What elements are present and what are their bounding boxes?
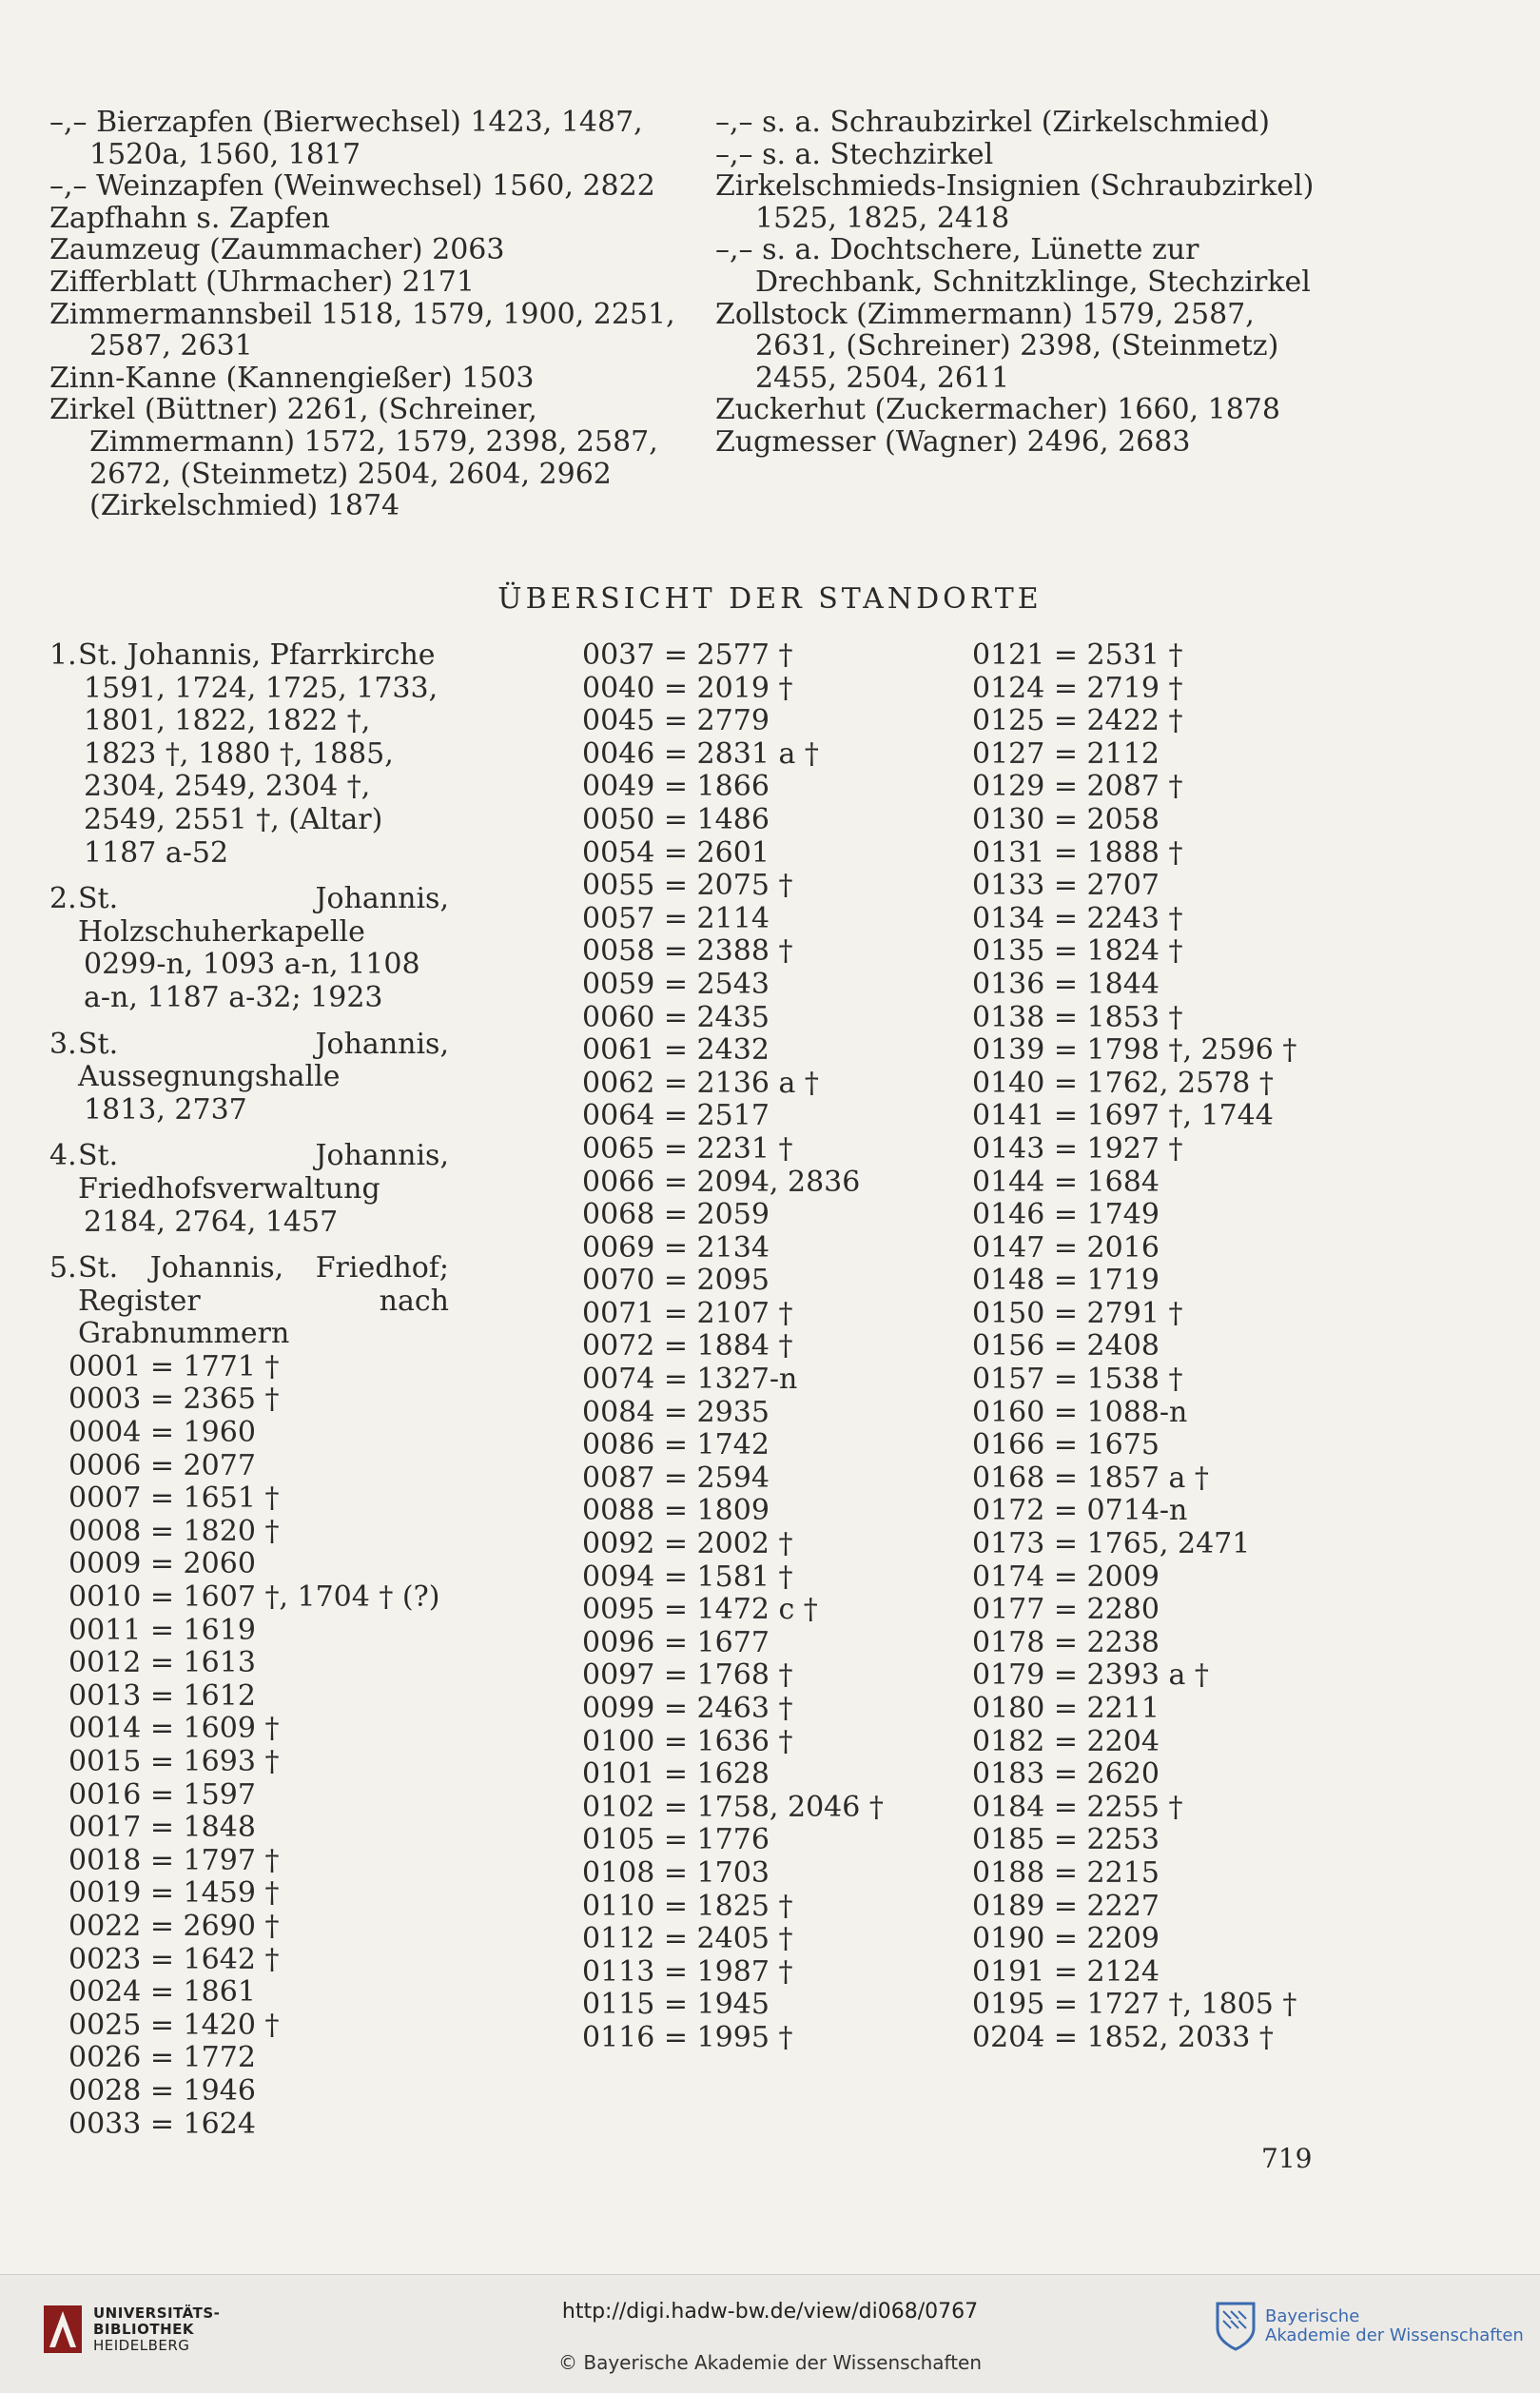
grave-entry: 0095 = 1472 c † — [582, 1593, 818, 1627]
location-entry — [49, 1029, 449, 1128]
grave-entry: 0094 = 1581 † — [582, 1559, 793, 1594]
grave-entry: 0054 = 2601 — [582, 835, 770, 870]
grave-entry: 0088 = 1809 — [582, 1494, 770, 1528]
grave-entry: 0017 = 1848 — [68, 1811, 256, 1845]
grave-entry: 0156 = 2408 — [972, 1329, 1160, 1363]
grave-entry: 0135 = 1824 † — [972, 934, 1183, 969]
grave-entry: 0014 = 1609 † — [68, 1712, 280, 1746]
grave-entry: 0057 = 2114 — [582, 901, 770, 935]
index-entry: Zapfhahn s. Zapfen — [49, 201, 331, 235]
grave-register-left — [49, 1351, 449, 2141]
location-refs: 1591, 1724, 1725, 1733, 1801, 1822, 1822 †, 1823 †, 1880 †, 1885, 2304, 2549, 2304 †, 2549, 2551 †, (Altar) 1187 a-52 — [84, 671, 439, 870]
index-entry: Zifferblatt (Uhrmacher) 2171 — [49, 265, 475, 299]
grave-entry: 0172 = 0714-n — [972, 1494, 1188, 1528]
grave-entry: 0015 = 1693 † — [68, 1745, 280, 1778]
index-column-right — [715, 107, 1324, 459]
index-entry: –,– s. a. Dochtschere, Lünette zur Drechbank, Schnitzklinge, Stechzirkel — [715, 233, 1311, 299]
grave-entry: 0003 = 2365 † — [68, 1383, 280, 1417]
location-entry — [49, 639, 449, 870]
grave-entry: 0062 = 2136 a † — [582, 1066, 819, 1100]
grave-entry: 0024 = 1861 — [68, 1975, 256, 2010]
section-heading: ÜBERSICHT DER STANDORTE — [497, 582, 1043, 616]
grave-entry: 0061 = 2432 — [582, 1033, 770, 1068]
grave-entry: 0136 = 1844 — [972, 967, 1160, 1001]
location-refs: 2184, 2764, 1457 — [84, 1205, 339, 1239]
grave-entry: 0066 = 2094, 2836 — [582, 1165, 861, 1199]
grave-entry: 0146 = 1749 — [972, 1198, 1160, 1232]
grave-entry: 0010 = 1607 †, 1704 † (?) — [68, 1580, 440, 1615]
grave-entry: 0013 = 1612 — [68, 1678, 256, 1713]
grave-entry: 0178 = 2238 — [972, 1625, 1160, 1659]
grave-entry: 0189 = 2227 — [972, 1889, 1160, 1923]
grave-entry: 0166 = 1675 — [972, 1428, 1160, 1462]
location-number: 1. — [49, 638, 77, 672]
grave-entry: 0124 = 2719 † — [972, 671, 1183, 705]
location-refs: 0299-n, 1093 a-n, 1108 a-n, 1187 a-32; 1923 — [84, 948, 420, 1014]
grave-entry: 0125 = 2422 † — [972, 704, 1183, 738]
location-number: 5. — [49, 1251, 77, 1285]
grave-entry: 0150 = 2791 † — [972, 1296, 1183, 1330]
grave-entry: 0049 = 1866 — [582, 770, 770, 804]
grave-entry: 0065 = 2231 † — [582, 1131, 793, 1166]
grave-entry: 0144 = 1684 — [972, 1165, 1160, 1199]
index-entry: –,– Bierzapfen (Bierwechsel) 1423, 1487, 1520a, 1560, 1817 — [49, 106, 643, 171]
grave-entry: 0184 = 2255 † — [972, 1790, 1183, 1824]
grave-register-middle — [582, 639, 906, 2055]
copyright-notice: © Bayerische Akademie der Wissenschaften — [557, 2351, 983, 2374]
grave-entry: 0006 = 2077 — [68, 1448, 256, 1482]
grave-entry: 0157 = 1538 † — [972, 1363, 1183, 1397]
grave-entry: 0191 = 2124 — [972, 1954, 1160, 1989]
grave-entry: 0183 = 2620 — [972, 1757, 1160, 1792]
grave-entry: 0074 = 1327-n — [582, 1363, 798, 1397]
grave-entry: 0133 = 2707 — [972, 869, 1160, 903]
grave-entry: 0059 = 2543 — [582, 967, 770, 1001]
grave-entry: 0055 = 2075 † — [582, 869, 793, 903]
grave-entry: 0023 = 1642 † — [68, 1942, 280, 1976]
index-entry: Zimmermannsbeil 1518, 1579, 1900, 2251, 2587, 2631 — [49, 297, 675, 363]
location-name: St. Johannis, Pfarrkirche — [78, 638, 436, 672]
grave-entry: 0140 = 1762, 2578 † — [972, 1066, 1274, 1100]
ub-name-line: UNIVERSITÄTS- — [93, 2304, 221, 2322]
grave-entry: 0087 = 2594 — [582, 1461, 770, 1495]
location-entry — [49, 883, 449, 1014]
grave-entry: 0025 = 1420 † — [68, 2008, 280, 2042]
grave-entry: 0160 = 1088-n — [972, 1395, 1188, 1429]
grave-entry: 0195 = 1727 †, 1805 † — [972, 1988, 1297, 2022]
grave-entry: 0173 = 1765, 2471 — [972, 1527, 1251, 1561]
grave-entry: 0127 = 2112 — [972, 736, 1160, 771]
grave-entry: 0009 = 2060 — [68, 1547, 256, 1581]
grave-entry: 0190 = 2209 — [972, 1922, 1160, 1956]
ub-name-line: BIBLIOTHEK — [93, 2320, 194, 2338]
grave-entry: 0204 = 1852, 2033 † — [972, 2020, 1274, 2054]
grave-entry: 0028 = 1946 — [68, 2073, 256, 2108]
location-number: 2. — [49, 882, 77, 916]
grave-entry: 0102 = 1758, 2046 † — [582, 1790, 884, 1824]
grave-entry: 0141 = 1697 †, 1744 — [972, 1099, 1274, 1133]
location-name: St. Johannis, Friedhofsverwaltung — [78, 1139, 449, 1206]
location-entry — [49, 1252, 449, 1351]
grave-entry: 0130 = 2058 — [972, 802, 1160, 836]
grave-entry: 0121 = 2531 † — [972, 638, 1183, 672]
location-refs: 1813, 2737 — [84, 1092, 247, 1127]
grave-entry: 0179 = 2393 a † — [972, 1658, 1209, 1693]
page-number: 719 — [1261, 2143, 1313, 2174]
grave-entry: 0131 = 1888 † — [972, 835, 1183, 870]
grave-entry: 0046 = 2831 a † — [582, 736, 819, 771]
location-name: St. Johannis, Aussegnungshalle — [78, 1027, 449, 1094]
source-url-link[interactable]: http://digi.hadw-bw.de/view/di068/0767 — [561, 2300, 979, 2324]
grave-entry: 0100 = 1636 † — [582, 1724, 793, 1758]
grave-entry: 0060 = 2435 — [582, 1000, 770, 1034]
grave-entry: 0070 = 2095 — [582, 1264, 770, 1298]
index-entry: –,– Weinzapfen (Weinwechsel) 1560, 2822 — [49, 169, 655, 204]
index-entry: Zaumzeug (Zaummacher) 2063 — [49, 233, 505, 267]
baw-name-line: Bayerische — [1265, 2306, 1360, 2326]
grave-entry: 0177 = 2280 — [972, 1593, 1160, 1627]
grave-entry: 0026 = 1772 — [68, 2041, 256, 2075]
grave-entry: 0071 = 2107 † — [582, 1296, 793, 1330]
baw-name-line: Akademie der Wissenschaften — [1265, 2325, 1524, 2345]
grave-entry: 0068 = 2059 — [582, 1198, 770, 1232]
grave-entry: 0174 = 2009 — [972, 1559, 1160, 1594]
grave-entry: 0116 = 1995 † — [582, 2020, 793, 2054]
footer-bar — [0, 2274, 1540, 2393]
grave-entry: 0004 = 1960 — [68, 1416, 256, 1450]
index-entry: Zirkel (Büttner) 2261, (Schreiner, Zimmermann) 1572, 1579, 2398, 2587, 2672, (Steinmetz) 2504, 2604, 2962 (Zirkelschmied) 1874 — [49, 393, 658, 523]
grave-entry: 0182 = 2204 — [972, 1724, 1160, 1758]
grave-entry: 0180 = 2211 — [972, 1692, 1160, 1725]
grave-entry: 0105 = 1776 — [582, 1823, 770, 1857]
index-entry: Zollstock (Zimmermann) 1579, 2587, 2631, (Schreiner) 2398, (Steinmetz) 2455, 2504, 2611 — [715, 297, 1279, 395]
grave-entry: 0108 = 1703 — [582, 1855, 770, 1890]
grave-entry: 0101 = 1628 — [582, 1757, 770, 1792]
grave-entry: 0113 = 1987 † — [582, 1954, 793, 1989]
grave-entry: 0148 = 1719 — [972, 1264, 1160, 1298]
location-number: 3. — [49, 1027, 77, 1061]
grave-entry: 0097 = 1768 † — [582, 1658, 793, 1693]
grave-entry: 0188 = 2215 — [972, 1855, 1160, 1890]
grave-entry: 0019 = 1459 † — [68, 1876, 280, 1911]
grave-entry: 0099 = 2463 † — [582, 1692, 793, 1725]
grave-entry: 0096 = 1677 — [582, 1625, 770, 1659]
ub-name-line: HEIDELBERG — [93, 2336, 190, 2354]
grave-entry: 0185 = 2253 — [972, 1823, 1160, 1857]
grave-register-right — [972, 639, 1334, 2055]
locations-column — [49, 639, 449, 2141]
grave-entry: 0147 = 2016 — [972, 1230, 1160, 1265]
grave-entry: 0001 = 1771 † — [68, 1349, 280, 1383]
index-entry: Zinn-Kanne (Kannengießer) 1503 — [49, 361, 535, 395]
grave-entry: 0050 = 1486 — [582, 802, 770, 836]
grave-entry: 0033 = 1624 — [68, 2107, 256, 2141]
grave-entry: 0138 = 1853 † — [972, 1000, 1183, 1034]
grave-entry: 0086 = 1742 — [582, 1428, 770, 1462]
grave-entry: 0139 = 1798 †, 2596 † — [972, 1033, 1297, 1068]
grave-entry: 0037 = 2577 † — [582, 638, 793, 672]
grave-entry: 0129 = 2087 † — [972, 770, 1183, 804]
grave-entry: 0092 = 2002 † — [582, 1527, 793, 1561]
grave-entry: 0143 = 1927 † — [972, 1131, 1183, 1166]
grave-entry: 0045 = 2779 — [582, 704, 770, 738]
index-column-left — [49, 107, 687, 522]
baw-logo[interactable] — [1214, 2300, 1524, 2353]
grave-entry: 0069 = 2134 — [582, 1230, 770, 1265]
index-entry: –,– s. a. Schraubzirkel (Zirkelschmied) — [715, 106, 1270, 139]
grave-entry: 0110 = 1825 † — [582, 1889, 793, 1923]
index-entry: Zugmesser (Wagner) 2496, 2683 — [715, 424, 1191, 459]
grave-entry: 0011 = 1619 — [68, 1613, 256, 1647]
grave-entry: 0058 = 2388 † — [582, 934, 793, 969]
grave-entry: 0115 = 1945 — [582, 1988, 770, 2022]
grave-entry: 0072 = 1884 † — [582, 1329, 793, 1363]
location-name: St. Johannis, Holzschuherkapelle — [78, 882, 449, 949]
grave-entry: 0134 = 2243 † — [972, 901, 1183, 935]
grave-entry: 0007 = 1651 † — [68, 1481, 280, 1516]
index-entry: –,– s. a. Stechzirkel — [715, 137, 994, 171]
grave-entry: 0168 = 1857 a † — [972, 1461, 1209, 1495]
grave-entry: 0112 = 2405 † — [582, 1922, 793, 1956]
grave-entry: 0064 = 2517 — [582, 1099, 770, 1133]
grave-entry: 0016 = 1597 — [68, 1777, 256, 1812]
baw-crest-icon — [1214, 2300, 1257, 2353]
location-entry — [49, 1140, 449, 1239]
location-number: 4. — [49, 1139, 77, 1173]
grave-entry: 0012 = 1613 — [68, 1646, 256, 1680]
grave-entry: 0084 = 2935 — [582, 1395, 770, 1429]
grave-entry: 0018 = 1797 † — [68, 1843, 280, 1877]
location-name: St. Johannis, Friedhof; Register nach Grabnummern — [78, 1251, 449, 1351]
index-entry: Zuckerhut (Zuckermacher) 1660, 1878 — [715, 393, 1280, 427]
grave-entry: 0040 = 2019 † — [582, 671, 793, 705]
index-entry: Zirkelschmieds-Insignien (Schraubzirkel) 1525, 1825, 2418 — [715, 169, 1315, 235]
grave-entry: 0008 = 1820 † — [68, 1514, 280, 1548]
grave-entry: 0022 = 2690 † — [68, 1909, 280, 1943]
